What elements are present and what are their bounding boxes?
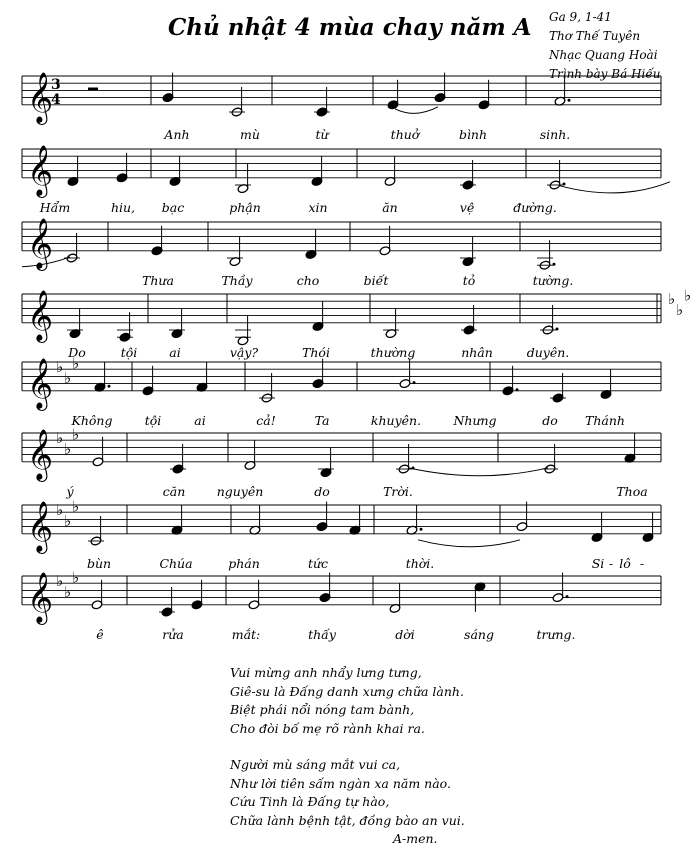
lyric-syllable: tội	[144, 412, 162, 428]
lyric-syllable: xin	[308, 199, 328, 215]
note	[542, 444, 558, 474]
poem-line: Vui mừng anh nhẩy lưng tưng,	[230, 665, 422, 680]
note	[312, 301, 324, 331]
treble-clef-icon: 𝄞	[27, 71, 54, 123]
lyric-syllable: mù	[240, 126, 260, 142]
lyric-syllable: thời.	[405, 555, 435, 571]
lyric-syllable: dời	[395, 626, 415, 642]
lyric-syllable: thuở	[390, 126, 420, 142]
lyric-syllable: Si	[591, 555, 605, 571]
note	[318, 448, 334, 478]
lyric-syllable: nhân	[461, 344, 493, 360]
lyric-syllable: bùn	[86, 555, 112, 571]
flat-icon: ♭	[668, 290, 676, 309]
lyric-syllable: rửa	[162, 626, 184, 642]
flat-icon: ♭	[56, 358, 64, 377]
scripture-reference: Ga 9, 1-41	[549, 10, 612, 24]
lyric-syllable: ai	[169, 344, 181, 360]
note	[151, 226, 163, 256]
note	[249, 505, 261, 535]
note	[396, 444, 415, 474]
lyric-syllable: khuyên.	[370, 412, 422, 428]
treble-clef-icon: 𝄞	[27, 500, 54, 552]
lyric-syllable: vậy?	[229, 344, 259, 360]
flat-icon: ♭	[56, 572, 64, 591]
lyric-syllable: nguyên	[216, 483, 264, 499]
staff-system	[22, 355, 661, 428]
note	[554, 76, 570, 106]
lyric-syllable: Anh	[164, 126, 190, 142]
lyric-syllable: sáng	[464, 626, 494, 642]
note	[460, 237, 476, 267]
lyric-syllable: căn	[162, 483, 186, 499]
flat-icon: ♭	[72, 497, 80, 516]
note	[191, 580, 203, 610]
lyric-syllable: -	[608, 555, 614, 571]
note	[516, 502, 528, 532]
note	[434, 73, 446, 103]
note	[259, 373, 275, 403]
dot	[420, 528, 423, 531]
lyric-syllable: Trời.	[383, 483, 413, 499]
note	[399, 359, 415, 389]
note	[600, 369, 612, 399]
lyric-syllable: Thánh	[585, 412, 625, 428]
note	[311, 156, 323, 186]
note	[461, 305, 477, 335]
flat-icon: ♭	[56, 429, 64, 448]
time-signature-bottom: 4	[51, 92, 61, 109]
note	[159, 587, 175, 617]
note	[384, 156, 396, 186]
note	[244, 440, 256, 470]
lyric-syllable: sinh.	[539, 126, 571, 142]
flat-icon: ♭	[72, 425, 80, 444]
note	[478, 80, 490, 110]
note	[502, 366, 518, 396]
half-rest-icon	[88, 88, 98, 91]
note	[642, 512, 654, 542]
lyric-syllable: ai	[194, 412, 206, 428]
tie	[418, 540, 520, 547]
lyric-syllable: cả!	[256, 412, 276, 428]
note	[88, 516, 104, 546]
lyric-syllable: bạc	[161, 199, 185, 215]
note	[162, 73, 174, 103]
lyric-syllable: Thoa	[616, 483, 648, 499]
poem-line: Chữa lành bệnh tật, đồng bào an vui.	[230, 812, 465, 828]
note	[196, 362, 208, 392]
note	[248, 580, 260, 610]
staff-system	[22, 287, 691, 360]
note	[406, 505, 422, 535]
lyric-syllable: mắt:	[231, 626, 261, 642]
lyric-syllable: tường.	[532, 272, 574, 288]
tie	[408, 468, 548, 476]
treble-clef-icon: 𝄞	[27, 289, 54, 341]
lyric-syllable: Thầy	[221, 272, 253, 288]
note	[312, 359, 324, 389]
lyric-syllable: thấy	[308, 626, 336, 642]
note	[305, 229, 317, 259]
note	[389, 583, 401, 613]
treble-clef-icon: 𝄞	[27, 144, 54, 196]
dot	[568, 99, 571, 102]
poem-line: Người mù sáng mắt vui ca,	[230, 757, 401, 772]
staff-system	[22, 72, 661, 142]
note	[379, 226, 391, 256]
note	[169, 156, 181, 186]
treble-clef-icon: 𝄞	[27, 428, 54, 480]
lyric-syllable: Thưa	[142, 272, 174, 288]
poem-verses	[230, 664, 465, 849]
note	[552, 573, 568, 603]
staff-system	[22, 426, 661, 499]
flat-icon: ♭	[64, 583, 72, 601]
flat-icon: ♭	[64, 440, 72, 458]
lyric-syllable: tỏ	[462, 272, 476, 288]
note	[591, 512, 603, 542]
note	[94, 362, 110, 392]
note	[170, 444, 186, 474]
note	[67, 309, 83, 339]
note	[117, 312, 133, 342]
lyric-syllable: thường	[370, 344, 416, 360]
lyric-syllable: duyên.	[526, 344, 570, 360]
note	[316, 502, 328, 532]
time-signature-top: 3	[51, 76, 61, 93]
flat-icon: ♭	[72, 568, 80, 587]
poem-amen: A-men.	[393, 831, 438, 846]
song-title: Chủ nhật 4 mùa chay năm A	[168, 14, 532, 41]
treble-clef-icon: 𝄞	[27, 571, 54, 623]
flat-icon: ♭	[64, 512, 72, 530]
lyric-syllable: trưng.	[536, 626, 576, 642]
lyric-syllable: Thói	[302, 344, 330, 360]
flat-icon: ♭	[72, 354, 80, 373]
poem-line: Biệt phái nổi nóng tam bành,	[230, 702, 415, 717]
note	[169, 309, 185, 339]
poem-line: Cho đòi bố mẹ rõ rành khai ra.	[230, 720, 425, 736]
note	[142, 366, 154, 396]
flat-icon: ♭	[64, 369, 72, 387]
note	[383, 309, 399, 339]
note	[91, 580, 103, 610]
arranger-credit: Trình bày Bá Hiếu	[549, 67, 661, 81]
treble-clef-icon: 𝄞	[27, 357, 54, 409]
lyric-syllable: tức	[307, 555, 329, 571]
staff-system	[22, 569, 661, 642]
lyric-syllable: đường.	[513, 199, 557, 215]
lyric-syllable: vệ	[459, 199, 475, 215]
poet-credit: Thơ Thế Tuyên	[549, 29, 641, 43]
note	[474, 582, 486, 612]
note	[171, 505, 183, 535]
note	[235, 316, 251, 346]
staff-system	[22, 218, 661, 288]
note	[550, 373, 566, 403]
lyric-syllable: lô	[619, 555, 631, 571]
lyric-syllable: Ta	[314, 412, 330, 428]
slur	[395, 107, 438, 114]
note	[624, 433, 636, 463]
note	[547, 160, 566, 190]
lyric-syllable: ý	[66, 483, 74, 499]
note	[229, 87, 245, 117]
lyric-syllable: Nhưng	[453, 412, 497, 428]
lyric-syllable: ăn	[382, 199, 398, 215]
note	[349, 505, 361, 535]
lyric-syllable: phán	[228, 555, 260, 571]
lyric-syllable: Không	[71, 412, 113, 428]
lyric-syllable: do	[542, 412, 558, 428]
lyric-syllable: hiu,	[110, 199, 136, 215]
note	[319, 573, 331, 603]
staff-system	[22, 498, 661, 571]
note	[460, 160, 476, 190]
lyric-syllable: -	[639, 555, 645, 571]
lyric-syllable: từ	[315, 126, 329, 142]
lyric-syllable: Do	[68, 344, 86, 360]
lyric-syllable: do	[314, 483, 330, 499]
note	[387, 80, 399, 110]
lyric-syllable: cho	[296, 272, 320, 288]
note	[116, 153, 128, 183]
dot	[566, 595, 569, 598]
dot	[516, 388, 519, 391]
composer-credit: Nhạc Quang Hoài	[549, 48, 658, 62]
flat-icon: ♭	[56, 501, 64, 520]
dot	[413, 381, 416, 384]
poem-line: Như lời tiên sấm ngàn xa năm nào.	[230, 775, 451, 791]
staff-system	[22, 145, 670, 215]
note	[314, 87, 330, 117]
flat-icon: ♭	[684, 286, 692, 305]
lyric-syllable: biết	[363, 272, 389, 288]
lyric-syllable: Chúa	[159, 555, 193, 571]
note	[67, 156, 79, 186]
lyric-syllable: tội	[120, 344, 138, 360]
note	[227, 237, 243, 267]
lyric-syllable: ê	[96, 626, 104, 642]
lyric-syllable: phận	[229, 199, 261, 215]
poem-line: Cứu Tinh là Đấng tự hào,	[230, 794, 390, 809]
lyric-syllable: Hẩm	[39, 199, 71, 215]
dot	[108, 385, 111, 388]
note	[537, 240, 556, 270]
flat-icon: ♭	[676, 301, 684, 319]
lyric-syllable: bình	[458, 126, 488, 142]
note	[92, 437, 104, 467]
treble-clef-icon: 𝄞	[27, 217, 54, 269]
poem-line: Giê-su là Đấng danh xưng chữa lành.	[230, 683, 464, 699]
tie	[560, 182, 670, 193]
note	[540, 305, 559, 335]
note	[235, 164, 251, 194]
